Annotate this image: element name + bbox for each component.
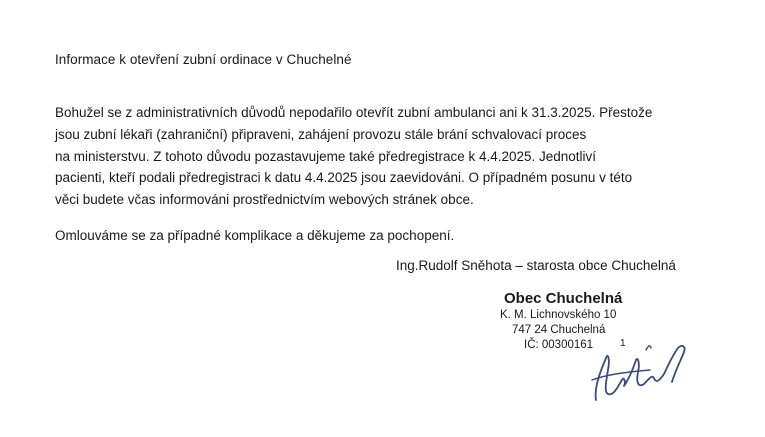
apology-text: Omlouváme se za případné komplikace a děkujeme za pochopení. xyxy=(55,228,455,243)
stamp-ic: IČ: 00300161 xyxy=(524,339,594,351)
body-line-4: pacienti, kteří podali předregistraci k datu 4.4.2025 jsou zaevidováni. O případném posunu v této xyxy=(55,170,633,185)
signature-line: Ing.Rudolf Sněhota – starosta obce Chuchelná xyxy=(396,258,676,273)
handwritten-signature xyxy=(588,330,698,410)
stamp-mark: 1 xyxy=(620,338,626,349)
body-line-3: na ministerstvu. Z tohoto důvodu pozastavujeme také předregistrace k 4.4.2025. Jednotliví xyxy=(55,149,597,164)
body-line-2: jsou zubní lékaři (zahraniční) připraveni, zahájení provozu stále brání schvalovací proces xyxy=(55,127,587,142)
body-line-5: věci budete včas informováni prostřednictvím webových stránek obce. xyxy=(55,192,474,207)
stamp-city: 747 24 Chuchelná xyxy=(512,324,606,336)
stamp-name: Obec Chuchelná xyxy=(504,290,623,307)
stamp-street: K. M. Lichnovského 10 xyxy=(500,309,617,321)
document-title: Informace k otevření zubní ordinace v Chuchelné xyxy=(55,52,352,67)
body-line-1: Bohužel se z administrativních důvodů nepodařilo otevřít zubní ambulanci ani k 31.3.2025. Přestože xyxy=(55,105,653,120)
